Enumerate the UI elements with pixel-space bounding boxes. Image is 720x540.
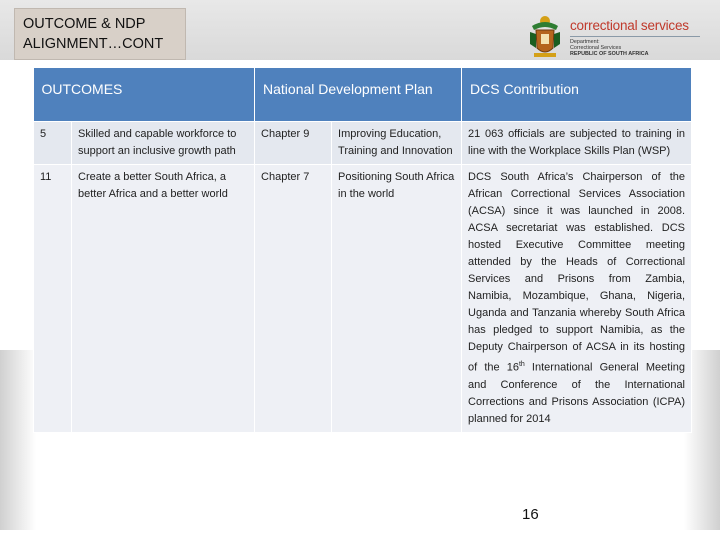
alignment-table — [33, 68, 692, 433]
logo-dept-name: Correctional Services — [570, 45, 622, 51]
header-ndp: National Development Plan — [255, 68, 462, 122]
table-row — [34, 122, 692, 165]
cell-ndp-topic: Improving Education, Training and Innovation — [332, 122, 462, 165]
dcs-superscript: th — [518, 361, 525, 368]
cell-dcs — [462, 165, 692, 433]
coat-of-arms-icon — [526, 14, 564, 60]
logo-brand-text: correctional services — [570, 18, 689, 33]
cell-outcome: Skilled and capable workforce to support an inclusive growth path — [72, 122, 255, 165]
title-line-1: OUTCOME & NDP — [23, 16, 146, 32]
table-header-row — [34, 68, 692, 122]
page-number: 16 — [522, 506, 539, 523]
slide-title — [23, 14, 163, 54]
dcs-text-part1: DCS South Africa’s Chairperson of the African Correctional Services Association (ACSA) since it was launched in 2008. ACSA secretariat was established. DCS hosted Executive Committee meeting attended by the Heads of Correctional Services and Prisons from Zambia, Namibia, Mozambique, Ghana, Nigeria, Uganda and Tanzania whereby South Africa has pledged to support Namibia, as the Deputy Chairperson of ACSA in its hosting of the 16 — [468, 171, 686, 374]
title-box — [14, 8, 186, 60]
logo-country: REPUBLIC OF SOUTH AFRICA — [570, 51, 649, 57]
cell-outcome: Create a better South Africa, a better Africa and a better world — [72, 165, 255, 433]
header-dcs: DCS Contribution — [462, 68, 692, 122]
cell-ndp-topic: Positioning South Africa in the world — [332, 165, 462, 433]
cell-dcs: 21 063 officials are subjected to training in line with the Workplace Skills Plan (WSP) — [462, 122, 692, 165]
left-shade — [0, 350, 36, 530]
dcs-text-part2: International General Meeting and Conference of the International Corrections and Prisons Association (ICPA) planned for 2014 — [468, 361, 686, 425]
correctional-services-logo — [522, 8, 706, 58]
cell-num: 11 — [34, 165, 72, 433]
header-outcomes: OUTCOMES — [34, 68, 255, 122]
logo-divider — [570, 36, 700, 37]
cell-chapter: Chapter 7 — [255, 165, 332, 433]
cell-chapter: Chapter 9 — [255, 122, 332, 165]
cell-num: 5 — [34, 122, 72, 165]
title-line-2: ALIGNMENT…CONT — [23, 36, 164, 52]
logo-dept-label: Department: — [570, 39, 600, 45]
table-row — [34, 165, 692, 433]
